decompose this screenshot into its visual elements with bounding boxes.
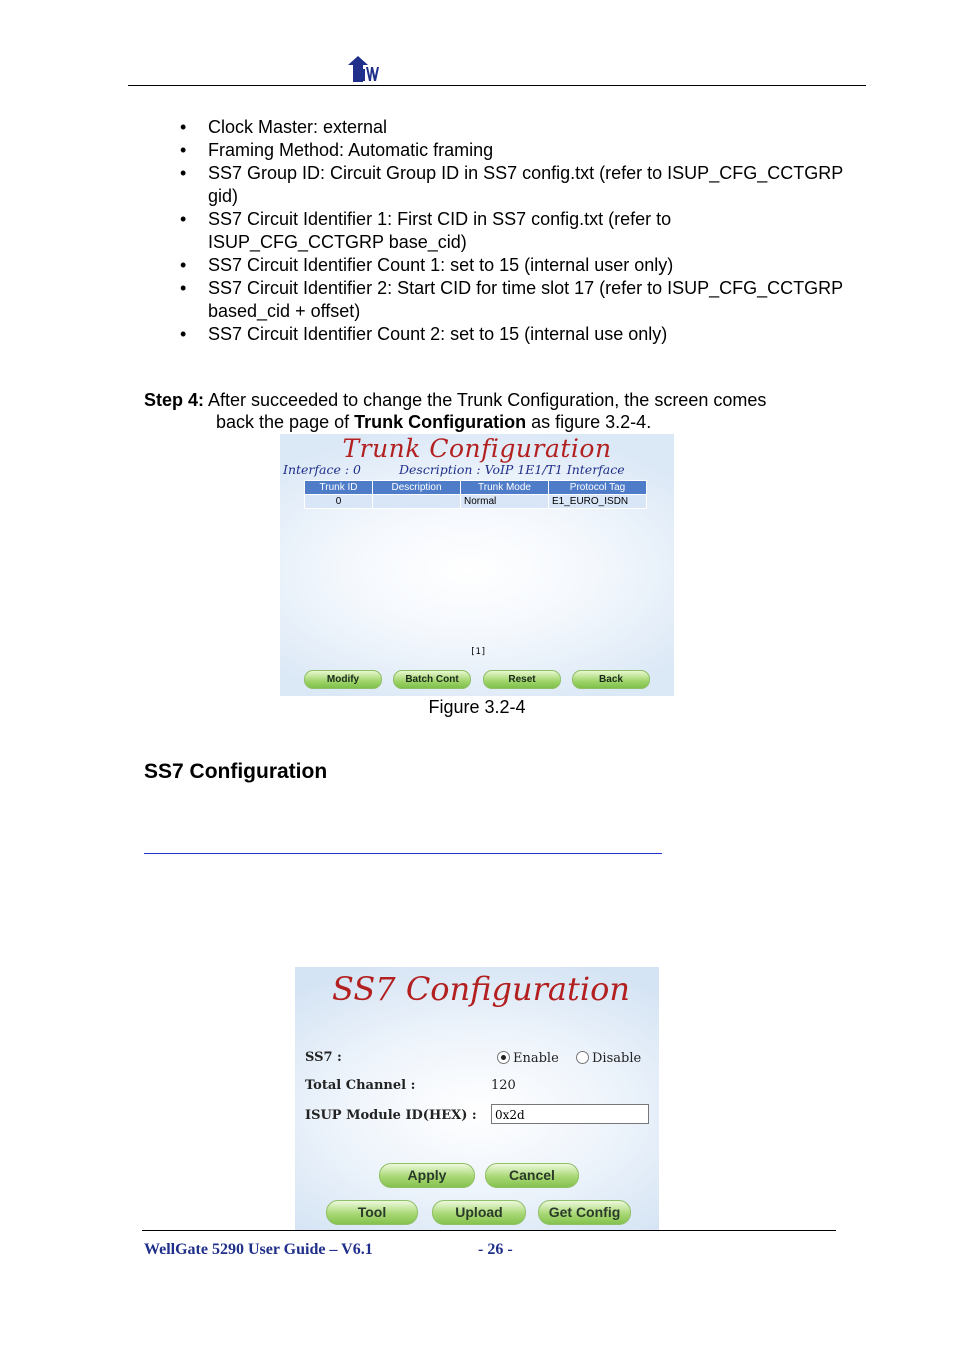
ss7-title: SS7 Configuration [332,970,630,1008]
step-text: After succeeded to change the Trunk Configuration, the screen comes [208,390,767,410]
get-config-button[interactable]: Get Config [538,1200,631,1225]
list-item: • Framing Method: Automatic framing [208,139,848,162]
company-logo-icon [348,56,380,82]
page-number: - 26 - [478,1241,513,1258]
step-4-paragraph [144,389,824,433]
link-underline [144,853,662,854]
trunk-table [304,480,647,509]
step-text: back the page of [216,412,350,432]
table-cell[interactable]: 0 [305,495,373,509]
disable-radio[interactable] [576,1051,589,1064]
isup-module-label: ISUP Module ID(HEX) : [305,1108,477,1123]
total-channel-label: Total Channel : [305,1078,416,1093]
table-cell: Normal [461,495,549,509]
header-rule [128,85,866,86]
list-item: • SS7 Circuit Identifier 2: Start CID for time slot 17 (refer to ISUP_CFG_CCTGRP based_cid + offset) [208,277,848,323]
enable-label: Enable [513,1051,559,1066]
list-item: • SS7 Circuit Identifier Count 2: set to 15 (internal use only) [208,323,848,346]
trunk-configuration-screenshot [280,434,674,696]
column-header: Description [373,481,461,495]
tool-button[interactable]: Tool [326,1200,418,1225]
back-button[interactable]: Back [572,670,650,689]
section-title: SS7 Configuration [144,760,328,783]
cancel-button[interactable]: Cancel [485,1163,579,1188]
list-item: • SS7 Circuit Identifier 1: First CID in SS7 config.txt (refer to ISUP_CFG_CCTGRP base_cid) [208,208,848,254]
column-header: Protocol Tag [549,481,647,495]
config-bullet-list [208,116,848,346]
table-row[interactable] [305,495,647,509]
figure-caption: Figure 3.2-4 [428,697,526,717]
column-header: Trunk ID [305,481,373,495]
table-cell [373,495,461,509]
trunk-description-label: Description : VoIP 1E1/T1 Interface [399,462,625,477]
reset-button[interactable]: Reset [483,670,561,689]
list-item: • Clock Master: external [208,116,848,139]
trunk-interface-label: Interface : 0 [283,462,361,477]
table-cell: E1_EURO_ISDN [549,495,647,509]
step-label: Step 4: [144,390,205,410]
list-item: • SS7 Circuit Identifier Count 1: set to 15 (internal user only) [208,254,848,277]
total-channel-value: 120 [491,1078,516,1093]
footer-title: WellGate 5290 User Guide – V6.1 [144,1241,373,1258]
apply-button[interactable]: Apply [379,1163,475,1188]
upload-button[interactable]: Upload [432,1200,526,1225]
disable-label: Disable [592,1051,642,1066]
modify-button[interactable]: Modify [304,670,382,689]
footer-rule [142,1230,836,1231]
trunk-title: Trunk Configuration [342,434,612,463]
ss7-configuration-screenshot [295,967,659,1230]
enable-radio[interactable] [497,1051,510,1064]
column-header: Trunk Mode [461,481,549,495]
step-text: as figure 3.2-4. [531,412,652,432]
pager-link[interactable]: [1] [470,647,487,657]
ss7-label: SS7 : [305,1050,342,1065]
list-item: • SS7 Group ID: Circuit Group ID in SS7 config.txt (refer to ISUP_CFG_CCTGRP gid) [208,162,848,208]
step-bold-text: Trunk Configuration [354,412,527,432]
isup-module-input[interactable]: 0x2d [491,1104,649,1124]
batch-cont-button[interactable]: Batch Cont [393,670,471,689]
